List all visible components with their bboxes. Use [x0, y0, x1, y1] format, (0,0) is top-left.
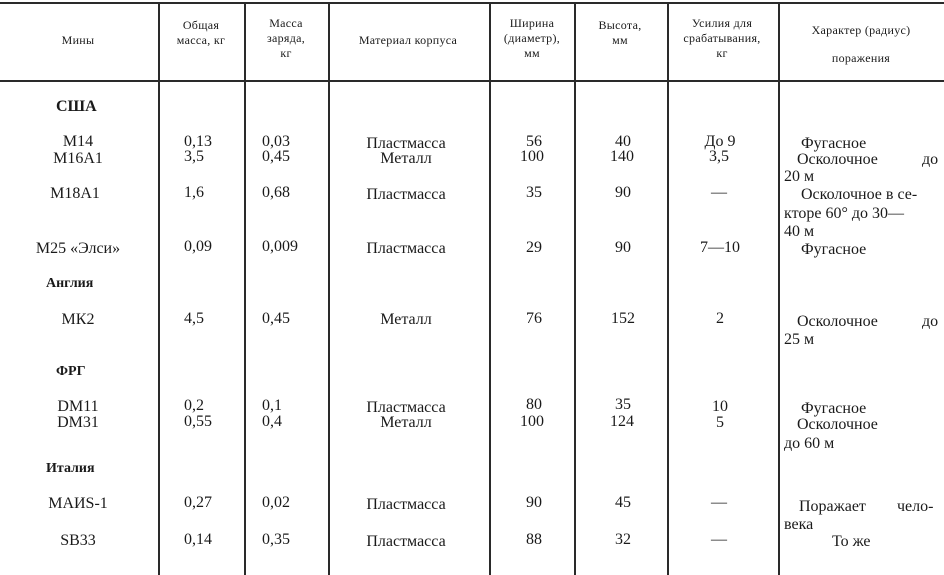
cell-force: —	[711, 184, 727, 201]
cell-total-mass: 0,27	[184, 494, 212, 511]
header-height: Высота, мм	[598, 18, 642, 47]
cell-total-mass: 3,5	[184, 148, 204, 165]
col-divider-7	[778, 2, 780, 575]
cell-name: M16A1	[53, 150, 103, 167]
col-divider-6	[667, 2, 669, 575]
cell-total-mass: 0,55	[184, 413, 212, 430]
group-heading-italy: Италия	[46, 461, 95, 476]
cell-charge-mass: 0,03	[262, 133, 290, 150]
cell-effect: до	[922, 313, 939, 330]
cell-width: 29	[526, 239, 542, 256]
cell-effect: Осколочное в се-	[801, 186, 918, 203]
col-divider-3	[328, 2, 330, 575]
cell-height: 152	[611, 310, 635, 327]
cell-name: SB33	[60, 532, 96, 549]
cell-name: DM31	[57, 414, 99, 431]
cell-material: Металл	[380, 414, 432, 431]
cell-total-mass: 0,13	[184, 133, 212, 150]
cell-force: 3,5	[709, 148, 729, 165]
cell-height: 90	[615, 184, 631, 201]
cell-charge-mass: 0,45	[262, 148, 290, 165]
cell-force: 10	[712, 398, 728, 415]
cell-force: —	[711, 531, 727, 548]
cell-effect: до 60 м	[784, 435, 835, 452]
cell-total-mass: 4,5	[184, 310, 204, 327]
cell-effect: 25 м	[784, 331, 815, 348]
cell-effect: 20 м	[784, 168, 815, 185]
top-rule	[0, 2, 944, 4]
cell-width: 90	[526, 494, 542, 511]
group-heading-england: Англия	[46, 276, 94, 291]
header-total-mass: Общая масса, кг	[176, 18, 226, 47]
group-heading-usa: США	[56, 98, 97, 115]
header-rule	[0, 80, 944, 82]
cell-width: 35	[526, 184, 542, 201]
cell-material: Металл	[380, 150, 432, 167]
cell-width: 100	[520, 413, 544, 430]
cell-name: M25 «Элси»	[35, 240, 121, 257]
cell-height: 90	[615, 239, 631, 256]
cell-total-mass: 0,2	[184, 397, 204, 414]
group-heading-frg: ФРГ	[56, 364, 86, 379]
col-divider-4	[489, 2, 491, 575]
cell-width: 56	[526, 133, 542, 150]
cell-effect: То же	[832, 533, 871, 550]
cell-width: 88	[526, 531, 542, 548]
cell-charge-mass: 0,02	[262, 494, 290, 511]
cell-width: 100	[520, 148, 544, 165]
cell-total-mass: 0,14	[184, 531, 212, 548]
cell-width: 80	[526, 396, 542, 413]
cell-charge-mass: 0,1	[262, 397, 282, 414]
cell-effect: Осколочное	[797, 313, 878, 330]
cell-effect: Поражает	[799, 498, 866, 515]
cell-material: Металл	[380, 311, 432, 328]
header-charge-mass: Масса заряда, кг	[266, 16, 306, 60]
cell-total-mass: 1,6	[184, 184, 204, 201]
cell-force: 5	[716, 414, 724, 431]
cell-effect: до	[922, 151, 939, 168]
cell-material: Пластмасса	[366, 533, 446, 550]
cell-name: M18A1	[50, 185, 100, 202]
col-divider-1	[158, 2, 160, 575]
cell-force: —	[711, 494, 727, 511]
cell-charge-mass: 0,35	[262, 531, 290, 548]
cell-width: 76	[526, 310, 542, 327]
header-effect: Характер (радиус) поражения	[811, 23, 911, 65]
cell-effect: Фугасное	[801, 400, 867, 417]
cell-effect: чело-	[897, 498, 934, 515]
cell-name: M14	[62, 133, 94, 150]
cell-effect: Фугасное	[801, 241, 867, 258]
cell-effect: Фугасное	[801, 135, 867, 152]
col-divider-2	[244, 2, 246, 575]
cell-height: 32	[615, 531, 631, 548]
header-name: Мины	[61, 33, 95, 47]
cell-name: DM11	[57, 398, 99, 415]
cell-name: МК2	[61, 311, 95, 328]
cell-charge-mass: 0,4	[262, 413, 282, 430]
cell-total-mass: 0,09	[184, 238, 212, 255]
cell-name: МАИS-1	[48, 495, 108, 512]
cell-material: Пластмасса	[366, 240, 446, 257]
cell-effect: века	[784, 516, 814, 533]
cell-charge-mass: 0,009	[262, 238, 298, 255]
col-divider-5	[574, 2, 576, 575]
cell-force: 7—10	[700, 239, 740, 256]
cell-effect: 40 м	[784, 223, 815, 240]
cell-height: 45	[615, 494, 631, 511]
cell-height: 40	[615, 133, 631, 150]
cell-height: 124	[610, 413, 634, 430]
cell-material: Пластмасса	[366, 186, 446, 203]
cell-charge-mass: 0,45	[262, 310, 290, 327]
cell-material: Пластмасса	[366, 496, 446, 513]
cell-charge-mass: 0,68	[262, 184, 290, 201]
cell-effect: кторе 60° до 30—	[784, 205, 904, 222]
cell-height: 35	[615, 396, 631, 413]
header-material: Материал корпуса	[358, 33, 458, 47]
cell-force: 2	[716, 310, 724, 327]
cell-material: Пластмасса	[366, 399, 446, 416]
cell-effect: Осколочное	[797, 416, 878, 433]
cell-effect: Осколочное	[797, 151, 878, 168]
cell-force: До 9	[704, 133, 736, 150]
cell-material: Пластмасса	[366, 135, 446, 152]
header-force: Усилия для срабатывания, кг	[683, 16, 761, 60]
cell-height: 140	[610, 148, 634, 165]
header-width: Ширина (диаметр), мм	[503, 16, 561, 60]
